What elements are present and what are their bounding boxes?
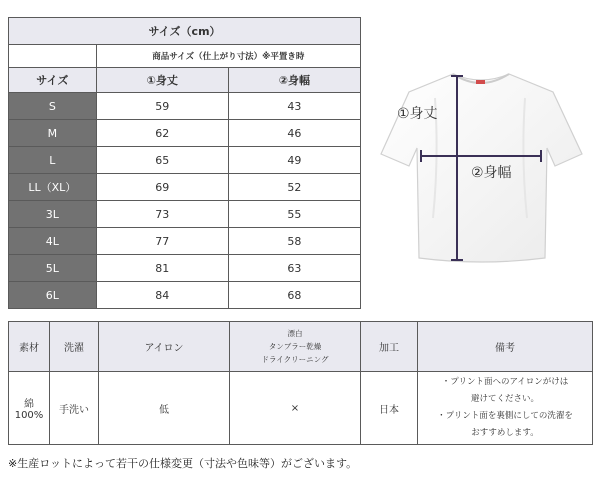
size-label: L xyxy=(9,147,97,174)
material-line2: 100% xyxy=(14,410,44,421)
length-label: ①身丈 xyxy=(397,106,438,122)
width-value: 63 xyxy=(228,255,360,282)
size-row xyxy=(9,255,361,282)
size-label: 4L xyxy=(9,228,97,255)
header-wash: 洗濯 xyxy=(50,322,99,372)
size-table-subtitle: 商品サイズ（仕上がり寸法）※平置き時 xyxy=(96,45,360,68)
size-label: S xyxy=(9,93,97,120)
size-label: M xyxy=(9,120,97,147)
length-value: 59 xyxy=(96,93,228,120)
size-row xyxy=(9,147,361,174)
tshirt-tag xyxy=(476,80,485,84)
size-row xyxy=(9,120,361,147)
col-header-size: サイズ xyxy=(9,68,97,93)
length-value: 65 xyxy=(96,147,228,174)
width-value: 55 xyxy=(228,201,360,228)
header-bleach-dry xyxy=(230,322,361,372)
width-value: 58 xyxy=(228,228,360,255)
col-header-length: ①身丈 xyxy=(96,68,228,93)
bleach-value: × xyxy=(230,372,361,445)
length-value: 84 xyxy=(96,282,228,309)
size-table xyxy=(8,17,361,309)
material-value xyxy=(9,372,50,445)
size-label: 5L xyxy=(9,255,97,282)
width-value: 43 xyxy=(228,93,360,120)
size-label: LL（XL） xyxy=(9,174,97,201)
note-line: 避けてください。 xyxy=(470,394,539,404)
size-table-title: サイズ（cm） xyxy=(9,18,361,45)
width-value: 68 xyxy=(228,282,360,309)
note-line: ・プリント面を裏側にしての洗濯を xyxy=(437,411,573,421)
length-value: 73 xyxy=(96,201,228,228)
empty-cell xyxy=(9,45,97,68)
material-line1: 綿 xyxy=(24,399,34,410)
footnote: ※生産ロットによって若干の仕様変更（寸法や色味等）がございます。 xyxy=(8,457,358,470)
header-iron: アイロン xyxy=(99,322,230,372)
length-value: 77 xyxy=(96,228,228,255)
size-label: 3L xyxy=(9,201,97,228)
size-row xyxy=(9,93,361,120)
care-table xyxy=(8,321,593,445)
width-value: 52 xyxy=(228,174,360,201)
header-bleach: 漂白 xyxy=(287,329,303,338)
header-material: 素材 xyxy=(9,322,50,372)
header-process: 加工 xyxy=(361,322,418,372)
length-value: 62 xyxy=(96,120,228,147)
size-row xyxy=(9,228,361,255)
note-line: ・プリント面へのアイロンがけは xyxy=(441,377,569,387)
tshirt-diagram xyxy=(375,68,590,268)
header-notes: 備考 xyxy=(418,322,593,372)
width-value: 46 xyxy=(228,120,360,147)
note-line: おすすめします。 xyxy=(471,428,539,438)
size-row xyxy=(9,201,361,228)
iron-value: 低 xyxy=(99,372,230,445)
process-value: 日本 xyxy=(361,372,418,445)
notes-value xyxy=(418,372,593,445)
width-label: ②身幅 xyxy=(471,165,512,181)
wash-value: 手洗い xyxy=(50,372,99,445)
size-label: 6L xyxy=(9,282,97,309)
length-value: 69 xyxy=(96,174,228,201)
col-header-width: ②身幅 xyxy=(228,68,360,93)
width-value: 49 xyxy=(228,147,360,174)
length-value: 81 xyxy=(96,255,228,282)
header-dry-cleaning: ドライクリーニング xyxy=(261,355,329,364)
header-tumble-dry: タンブラー乾燥 xyxy=(268,342,322,351)
size-row xyxy=(9,174,361,201)
size-row xyxy=(9,282,361,309)
